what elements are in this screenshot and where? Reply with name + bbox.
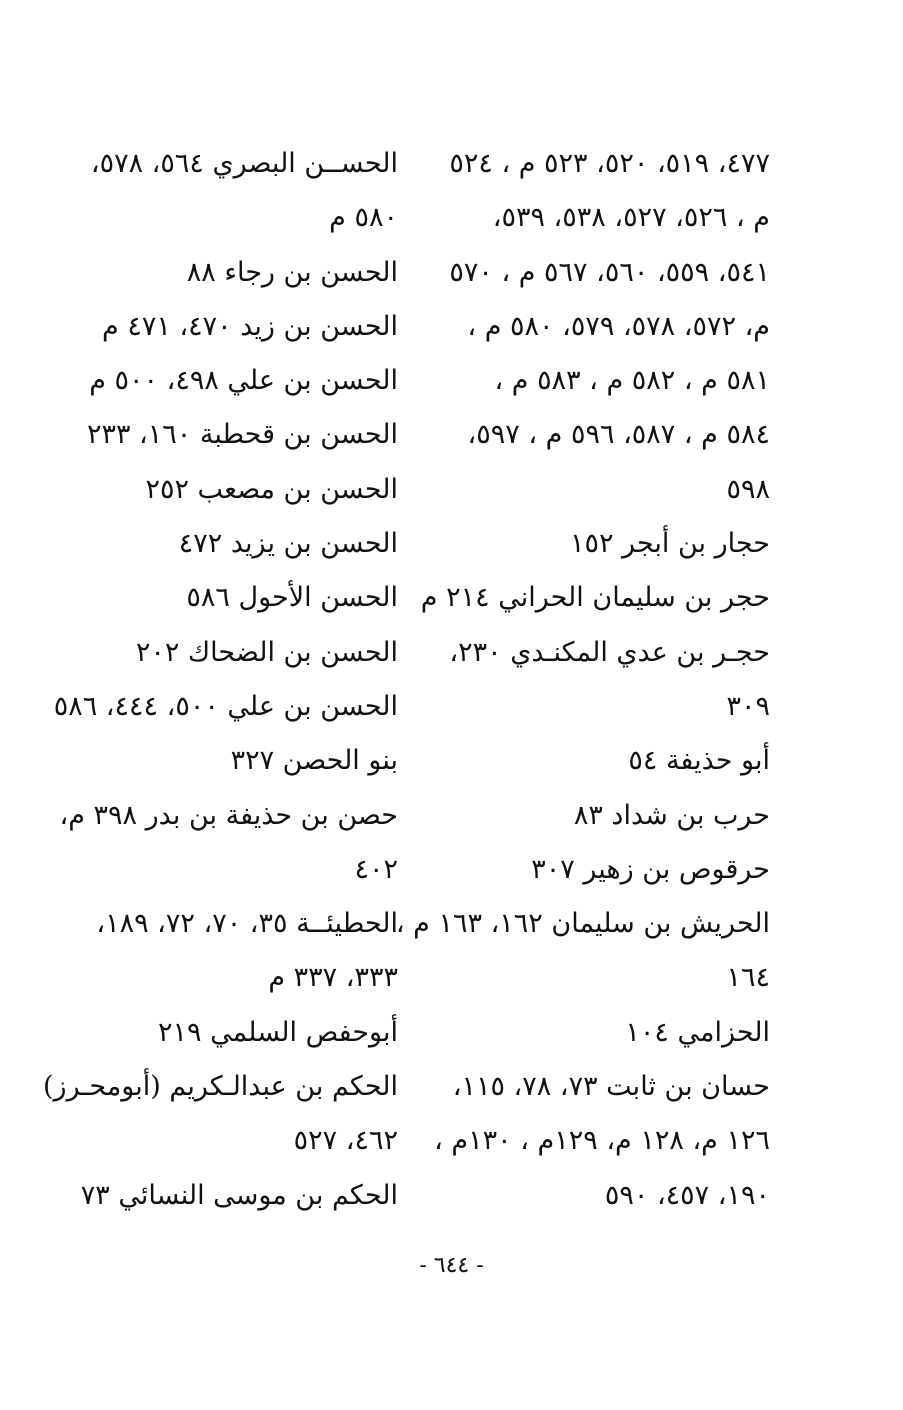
index-entry: الحسن بن مصعب ٢٥٢: [145, 473, 398, 505]
index-line: ٣٣٣، ٣٣٧ م: [268, 962, 398, 994]
index-entry: أبو حذيفة ٥٤: [628, 745, 770, 777]
index-line: ٥٨٠ م: [329, 202, 398, 234]
index-entry: حرقوص بن زهير ٣٠٧: [531, 853, 770, 885]
index-entry: الحسن بن الضحاك ٢٠٢: [135, 636, 398, 668]
index-entry: الحريش بن سليمان ١٦٢، ١٦٣ م ،: [395, 908, 770, 940]
index-entry: الحسن بن رجاء ٨٨: [186, 256, 398, 288]
index-line: ١٢٦ م، ١٢٨ م، ١٢٩م ، ١٣٠م ،: [434, 1125, 770, 1157]
index-entry: الحسن بن علي ٤٩٨، ٥٠٠ م: [89, 365, 398, 397]
index-entry: الحزامي ١٠٤: [625, 1016, 770, 1048]
index-line: ١٩٠، ٤٥٧، ٥٩٠: [604, 1179, 770, 1211]
index-line: م ، ٥٢٦، ٥٢٧، ٥٣٨، ٥٣٩،: [492, 202, 770, 234]
index-line: ٥٩٨: [726, 473, 770, 505]
index-entry: الحسن بن زيد ٤٧٠، ٤٧١ م: [102, 310, 398, 342]
index-entry: الحسن بن يزيد ٤٧٢: [178, 528, 398, 560]
index-column-right: [395, 137, 770, 1223]
index-line: ٥٤١، ٥٥٩، ٥٦٠، ٥٦٧ م ، ٥٧٠: [449, 256, 770, 288]
index-entry: حسان بن ثابت ٧٣، ٧٨، ١١٥،: [452, 1071, 770, 1103]
index-line: ٥٨٤ م ، ٥٨٧، ٥٩٦ م ، ٥٩٧،: [467, 419, 770, 451]
index-line: ١٦٤: [726, 962, 770, 994]
index-entry: الحكم بن عبدالـكريم (أبومحـرز): [43, 1071, 398, 1103]
index-column-left: [43, 137, 398, 1223]
index-entry: حجر بن سليمان الحراني ٢١٤ م: [420, 582, 770, 614]
index-line: ٥٨١ م ، ٥٨٢ م ، ٥٨٣ م ،: [494, 365, 770, 397]
index-entry: الحسن بن علي ٥٠٠، ٤٤٤، ٥٨٦: [53, 690, 398, 722]
index-entry: الحسن بن قحطبة ١٦٠، ٢٣٣: [86, 419, 398, 451]
index-entry: الحكم بن موسى النسائي ٧٣: [80, 1179, 398, 1211]
index-entry: حصن بن حذيفة بن بدر ٣٩٨ م،: [59, 799, 398, 831]
index-line: ٤٦٢، ٥٢٧: [293, 1125, 398, 1157]
index-line: ٣٠٩: [726, 690, 770, 722]
index-line: ٤٧٧، ٥١٩، ٥٢٠، ٥٢٣ م ، ٥٢٤: [449, 148, 770, 179]
index-entry: الحســن البصري ٥٦٤، ٥٧٨،: [90, 148, 398, 179]
index-entry: الحطيئــة ٣٥، ٧٠، ٧٢، ١٨٩،: [96, 908, 398, 940]
index-entry: حرب بن شداد ٨٣: [573, 799, 770, 831]
index-line: م، ٥٧٢، ٥٧٨، ٥٧٩، ٥٨٠ م ،: [467, 310, 770, 342]
index-entry: الحسن الأحول ٥٨٦: [186, 582, 398, 614]
index-entry: حجار بن أبجر ١٥٢: [569, 528, 770, 560]
index-entry: أبوحفص السلمي ٢١٩: [158, 1016, 398, 1048]
index-entry: بنو الحصن ٣٢٧: [230, 745, 398, 777]
index-entry: حجـر بن عدي المكنـدي ٢٣٠،: [449, 636, 770, 668]
index-line: ٤٠٢: [354, 853, 398, 885]
page-number: - ٦٤٤ -: [419, 1253, 484, 1278]
